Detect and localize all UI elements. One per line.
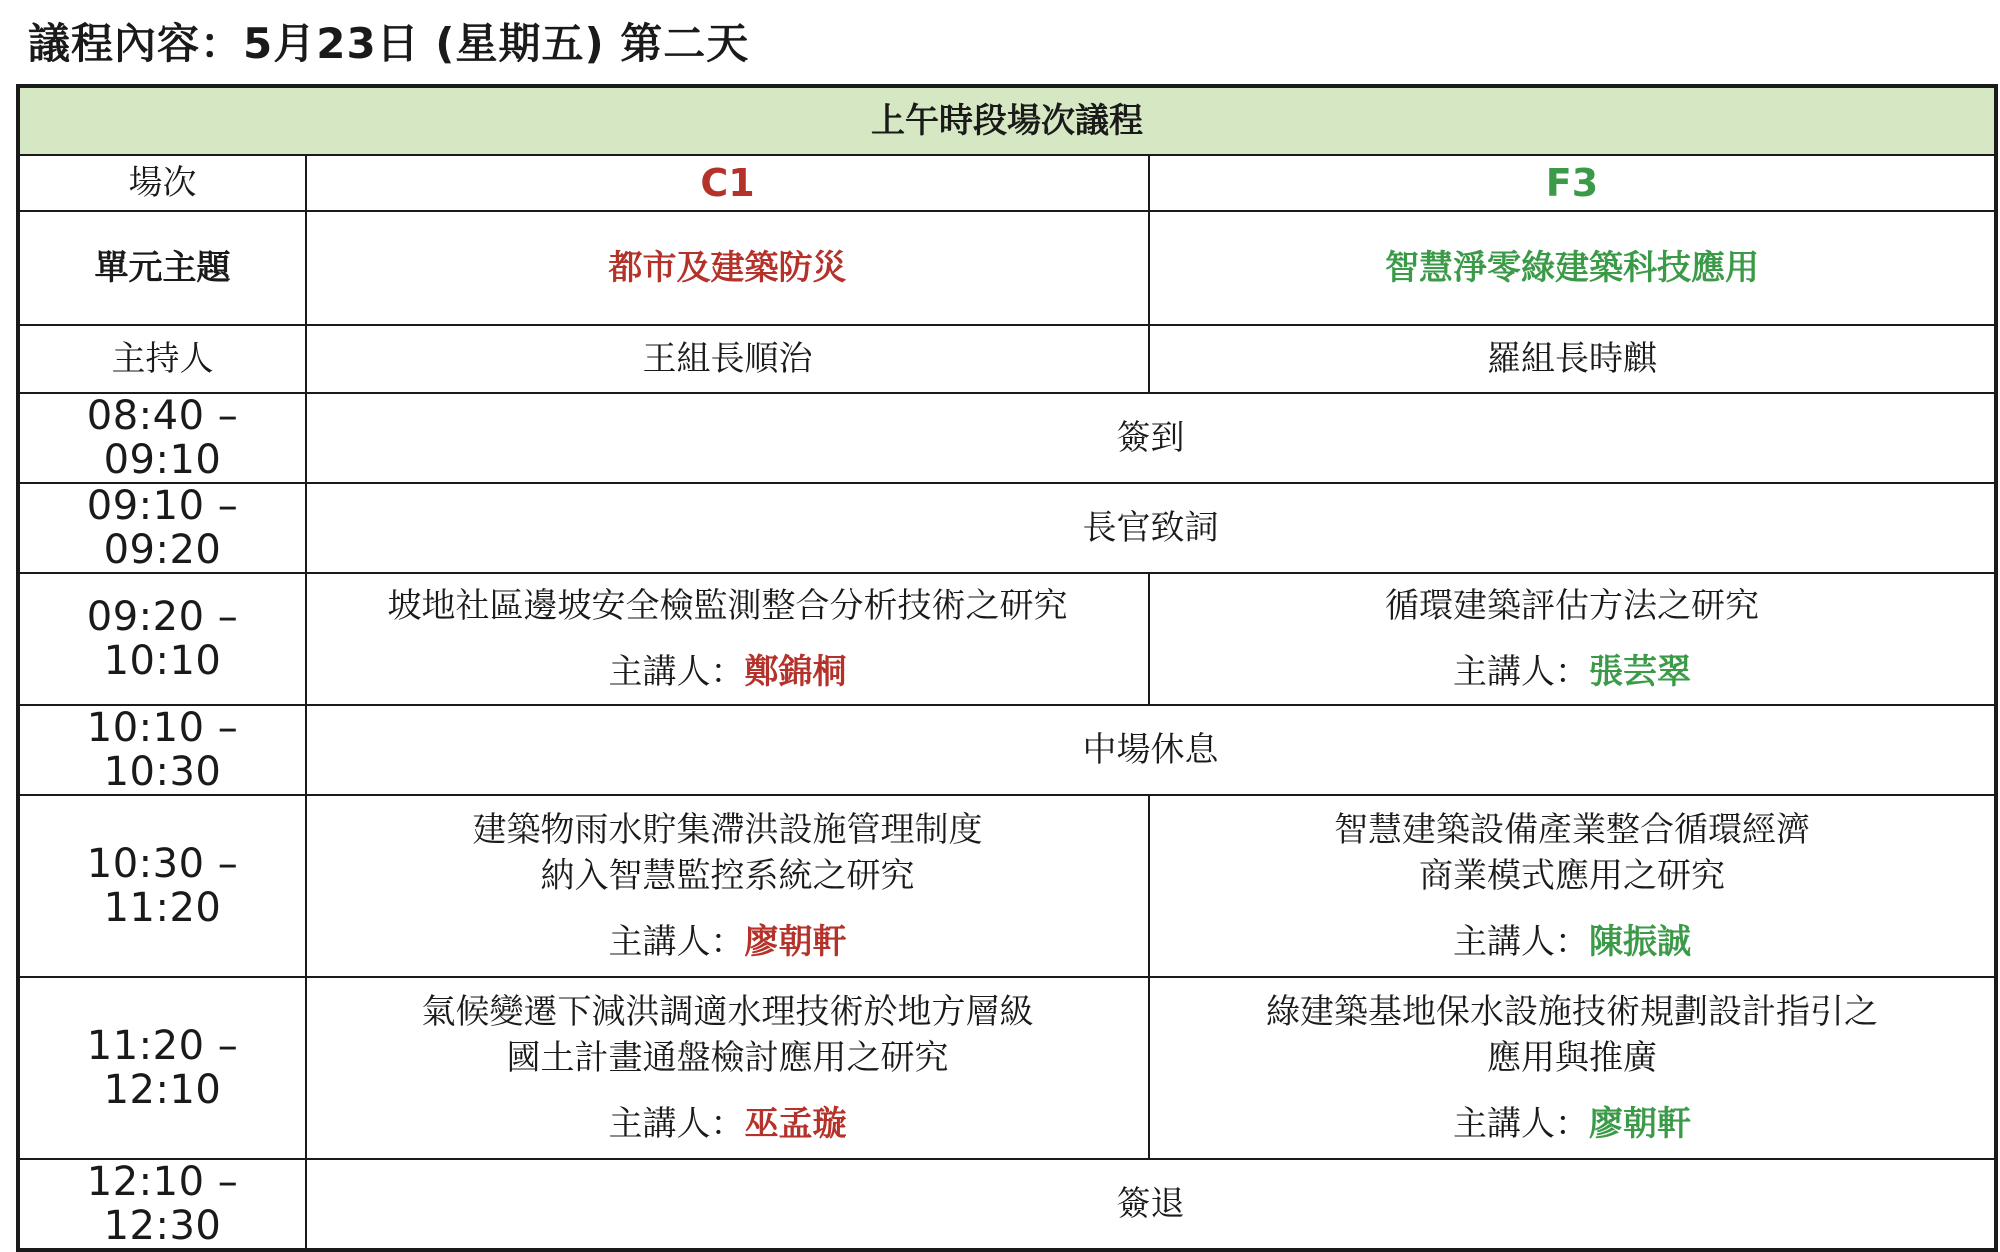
talk-topic-line-2: 國土計畫通盤檢討應用之研究 [506, 1038, 949, 1078]
time-slot: 12:10 – 12:30 [18, 1159, 306, 1250]
session-c1-host: 王組長順治 [306, 325, 1149, 393]
schedule-row-opening [18, 483, 1996, 573]
speaker-line [1156, 649, 1988, 695]
schedule-row-talk-1 [18, 573, 1996, 705]
talk-topic-line-2: 納入智慧監控系統之研究 [540, 856, 915, 896]
talk-topic-line-1: 綠建築基地保水設施技術規劃設計指引之 [1266, 992, 1878, 1032]
speaker-prefix: 主講人： [608, 652, 745, 692]
session-c1-theme: 都市及建築防災 [306, 211, 1149, 325]
talk-topic-line-2: 商業模式應用之研究 [1419, 856, 1725, 896]
talk-topic: 循環建築評估方法之研究 [1385, 586, 1759, 626]
speaker-line [1156, 919, 1988, 965]
c1-talk-cell [306, 977, 1149, 1159]
speaker-name: 廖朝軒 [1589, 1104, 1691, 1144]
schedule-row-break [18, 705, 1996, 795]
time-slot: 11:20 – 12:10 [18, 977, 306, 1159]
theme-label: 單元主題 [18, 211, 306, 325]
speaker-prefix: 主講人： [608, 922, 745, 962]
c1-talk-cell [306, 795, 1149, 977]
talk-topic-line-1: 智慧建築設備產業整合循環經濟 [1334, 810, 1810, 850]
event-label: 簽退 [306, 1159, 1996, 1250]
talk-topic: 坡地社區邊坡安全檢監測整合分析技術之研究 [387, 586, 1068, 626]
speaker-line [313, 649, 1142, 695]
agenda-table [16, 84, 1998, 1252]
schedule-row-talk-2 [18, 795, 1996, 977]
speaker-name: 張芸翠 [1589, 652, 1691, 692]
schedule-row-talk-3 [18, 977, 1996, 1159]
talk-topic-line-1: 建築物雨水貯集滯洪設施管理制度 [472, 810, 983, 850]
speaker-name: 鄭錦桐 [744, 652, 847, 692]
speaker-name: 廖朝軒 [744, 922, 847, 962]
event-label: 長官致詞 [306, 483, 1996, 573]
f3-talk-cell [1149, 573, 1996, 705]
host-row [18, 325, 1996, 393]
c1-talk-cell [306, 573, 1149, 705]
session-c1-code: C1 [306, 155, 1149, 211]
schedule-row-checkout [18, 1159, 1996, 1250]
host-label: 主持人 [18, 325, 306, 393]
session-row [18, 155, 1996, 211]
page-title: 議程內容：5月23日 (星期五) 第二天 [28, 19, 750, 68]
session-f3-theme: 智慧淨零綠建築科技應用 [1149, 211, 1996, 325]
event-label: 中場休息 [306, 705, 1996, 795]
theme-row [18, 211, 1996, 325]
session-label: 場次 [18, 155, 306, 211]
time-slot: 09:20 – 10:10 [18, 573, 306, 705]
time-slot: 10:30 – 11:20 [18, 795, 306, 977]
speaker-name: 陳振誠 [1589, 922, 1691, 962]
session-f3-host: 羅組長時麒 [1149, 325, 1996, 393]
f3-talk-cell [1149, 795, 1996, 977]
talk-topic-line-1: 氣候變遷下減洪調適水理技術於地方層級 [421, 992, 1034, 1032]
talk-topic-line-2: 應用與推廣 [1487, 1038, 1657, 1078]
schedule-row-checkin [18, 393, 1996, 483]
speaker-prefix: 主講人： [1453, 922, 1589, 962]
time-slot: 09:10 – 09:20 [18, 483, 306, 573]
section-header: 上午時段場次議程 [18, 86, 1996, 155]
time-slot: 10:10 – 10:30 [18, 705, 306, 795]
speaker-line [313, 919, 1142, 965]
f3-talk-cell [1149, 977, 1996, 1159]
event-label: 簽到 [306, 393, 1996, 483]
speaker-line [313, 1101, 1142, 1147]
speaker-line [1156, 1101, 1988, 1147]
speaker-prefix: 主講人： [1453, 1104, 1589, 1144]
session-f3-code: F3 [1149, 155, 1996, 211]
speaker-prefix: 主講人： [608, 1104, 745, 1144]
time-slot: 08:40 – 09:10 [18, 393, 306, 483]
speaker-prefix: 主講人： [1453, 652, 1589, 692]
table-header-row [18, 86, 1996, 155]
speaker-name: 巫孟璇 [744, 1104, 847, 1144]
